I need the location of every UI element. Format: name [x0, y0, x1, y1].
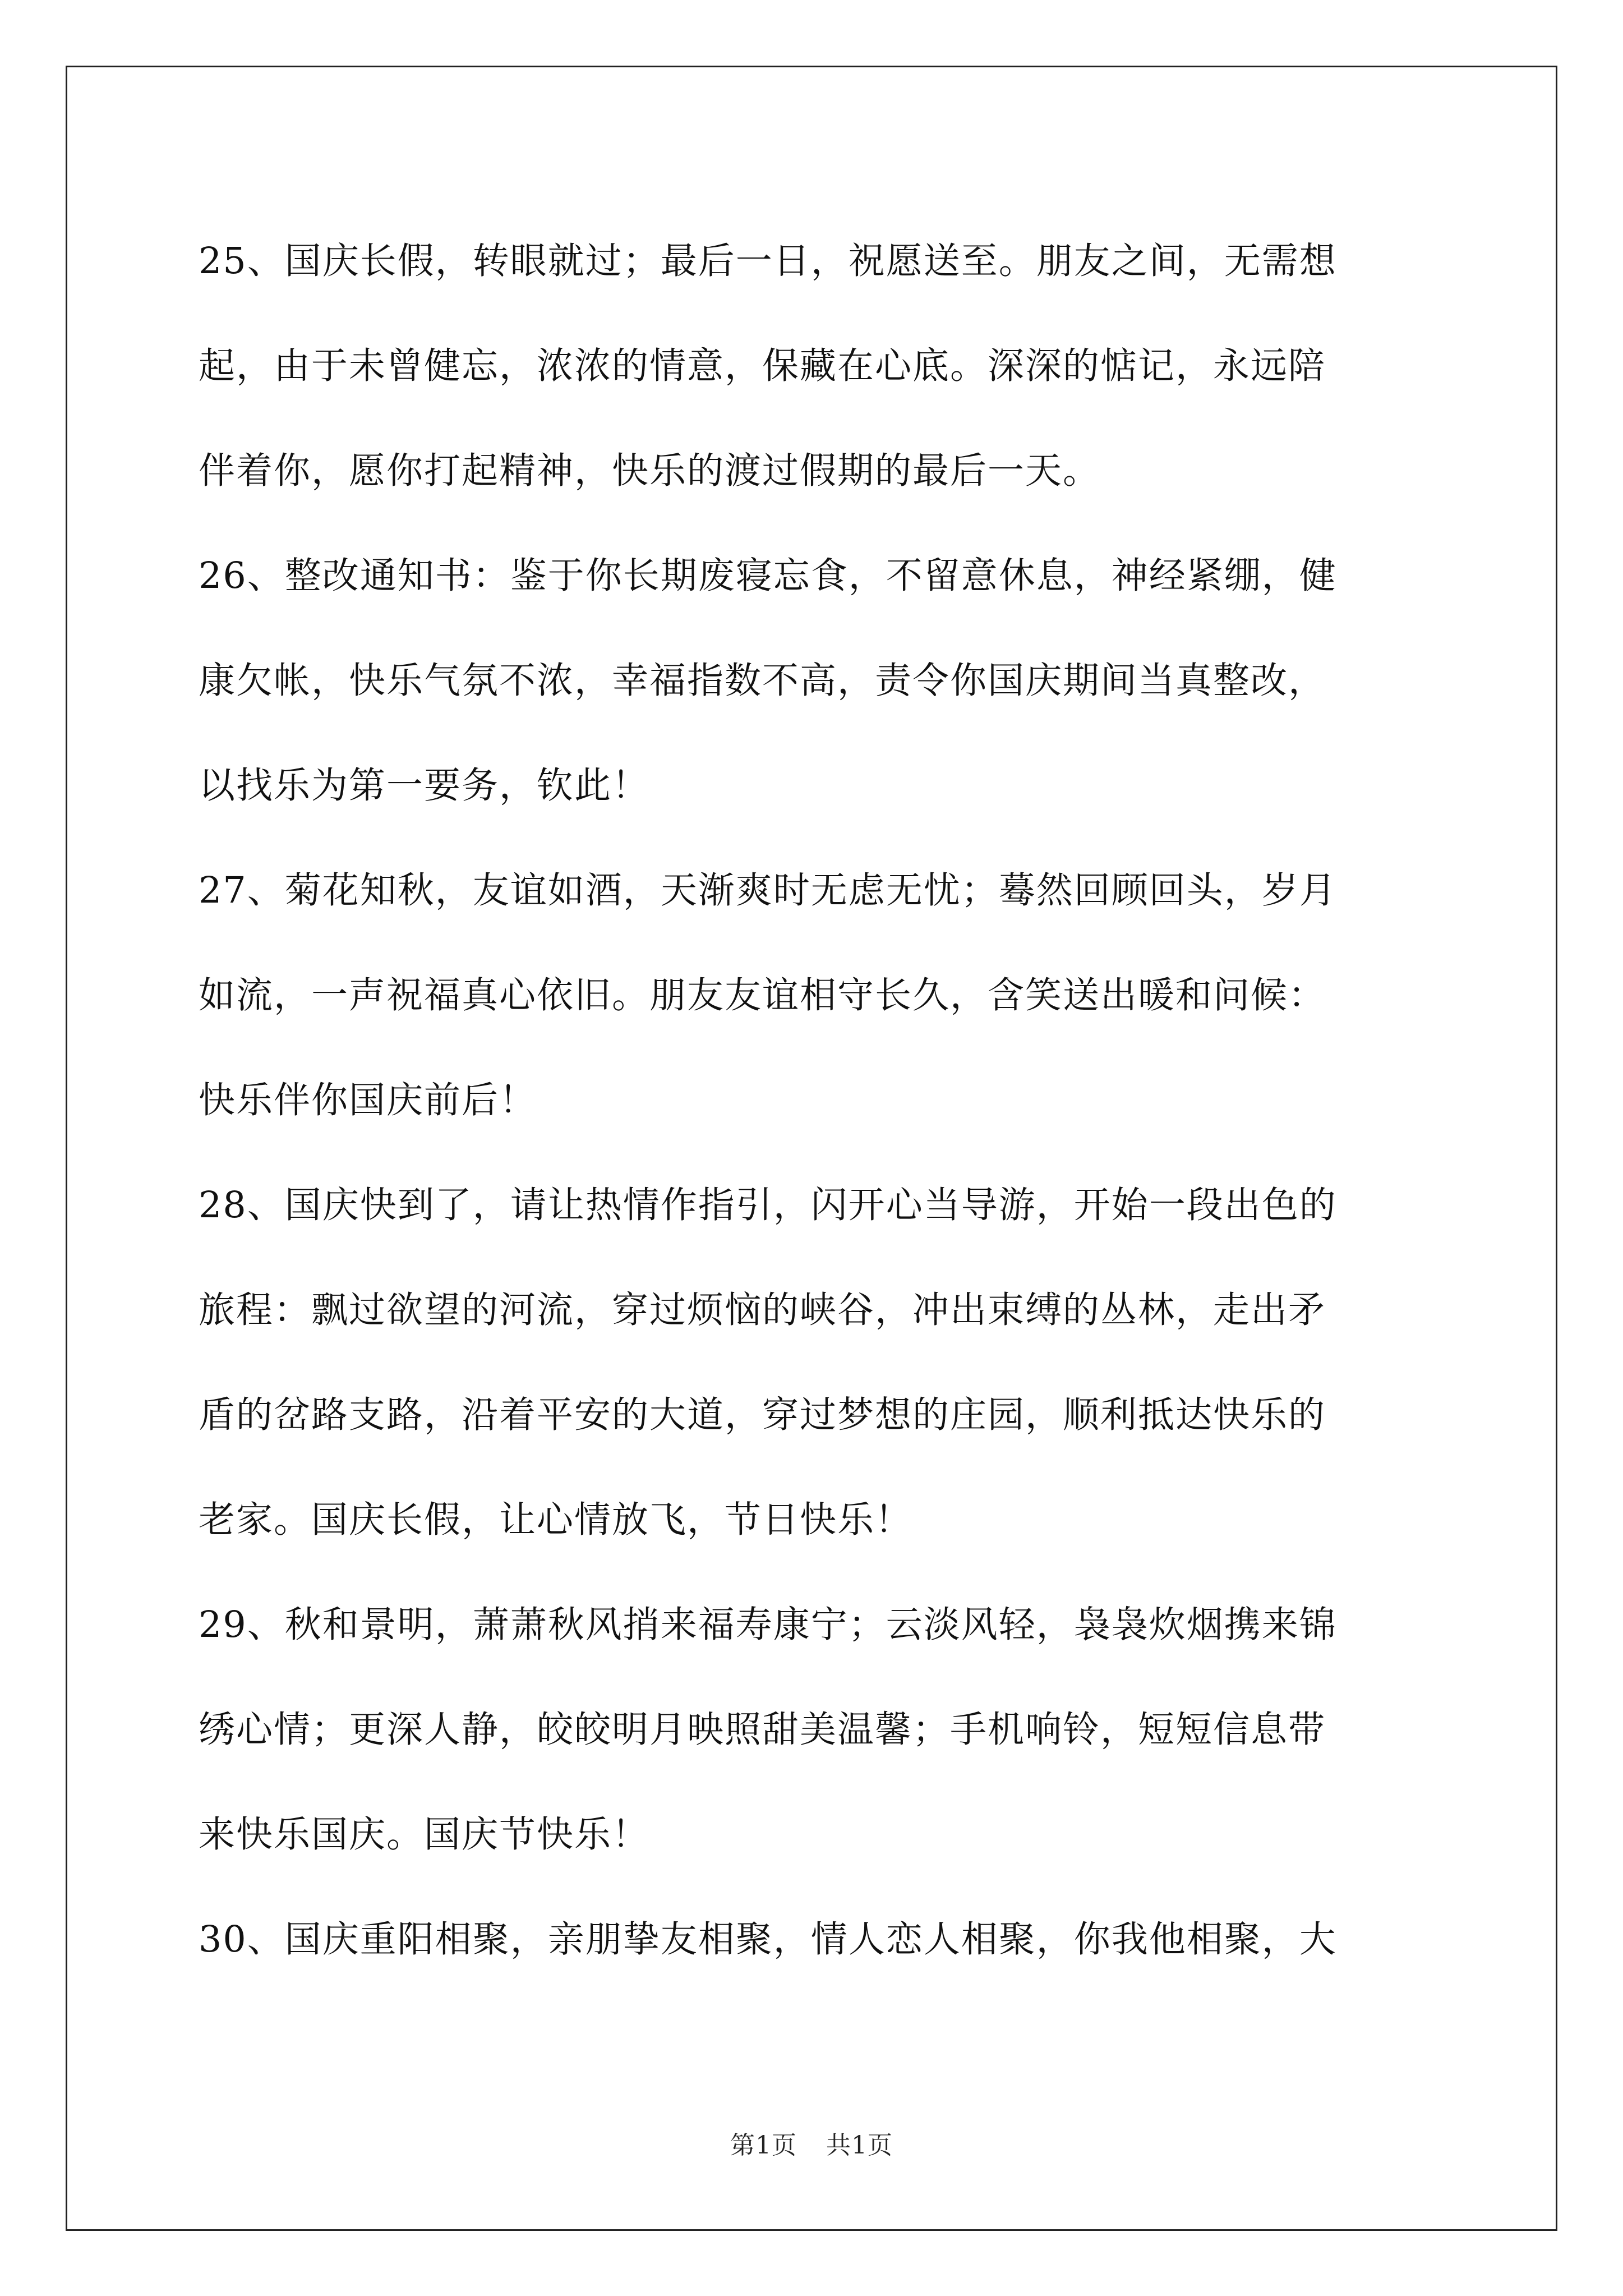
text-line: 旅程：飘过欲望的河流，穿过烦恼的峡谷，冲出束缚的丛林，走出矛	[199, 1289, 1326, 1331]
page-number-current: 第1页	[730, 2131, 797, 2160]
document-body	[199, 209, 1432, 1992]
text-line: 伴着你，愿你打起精神，快乐的渡过假期的最后一天。	[199, 450, 1101, 492]
text-line: 30、国庆重阳相聚，亲朋挚友相聚，情人恋人相聚，你我他相聚，大	[199, 1918, 1337, 1961]
text-line: 老家。国庆长假，让心情放飞，节日快乐！	[199, 1499, 913, 1541]
text-line: 起，由于未曾健忘，浓浓的情意，保藏在心底。深深的惦记，永远陪	[199, 345, 1326, 387]
text-line: 如流，一声祝福真心依旧。朋友友谊相守长久，含笑送出暖和问候：	[199, 974, 1326, 1016]
page-footer	[0, 2129, 1623, 2162]
text-line: 27、菊花知秋，友谊如酒，天渐爽时无虑无忧；蓦然回顾回头，岁月	[199, 869, 1337, 912]
text-line: 康欠帐，快乐气氛不浓，幸福指数不高，责令你国庆期间当真整改，	[199, 660, 1326, 702]
text-line: 以找乐为第一要务，钦此！	[199, 765, 650, 807]
text-line: 26、整改通知书：鉴于你长期废寝忘食，不留意休息，神经紧绷，健	[199, 555, 1337, 597]
page-number-total: 共1页	[826, 2131, 893, 2160]
text-line: 快乐伴你国庆前后！	[199, 1079, 537, 1121]
text-line: 28、国庆快到了，请让热情作指引，闪开心当导游，开始一段出色的	[199, 1184, 1337, 1226]
text-line: 29、秋和景明，萧萧秋风捎来福寿康宁；云淡风轻，袅袅炊烟携来锦	[199, 1604, 1337, 1646]
text-line: 25、国庆长假，转眼就过；最后一日，祝愿送至。朋友之间，无需想	[199, 240, 1337, 282]
text-line: 来快乐国庆。国庆节快乐！	[199, 1814, 650, 1856]
document-text	[199, 209, 1432, 1992]
text-line: 盾的岔路支路，沿着平安的大道，穿过梦想的庄园，顺利抵达快乐的	[199, 1394, 1326, 1436]
text-line: 绣心情；更深人静，皎皎明月映照甜美温馨；手机响铃，短短信息带	[199, 1709, 1326, 1751]
